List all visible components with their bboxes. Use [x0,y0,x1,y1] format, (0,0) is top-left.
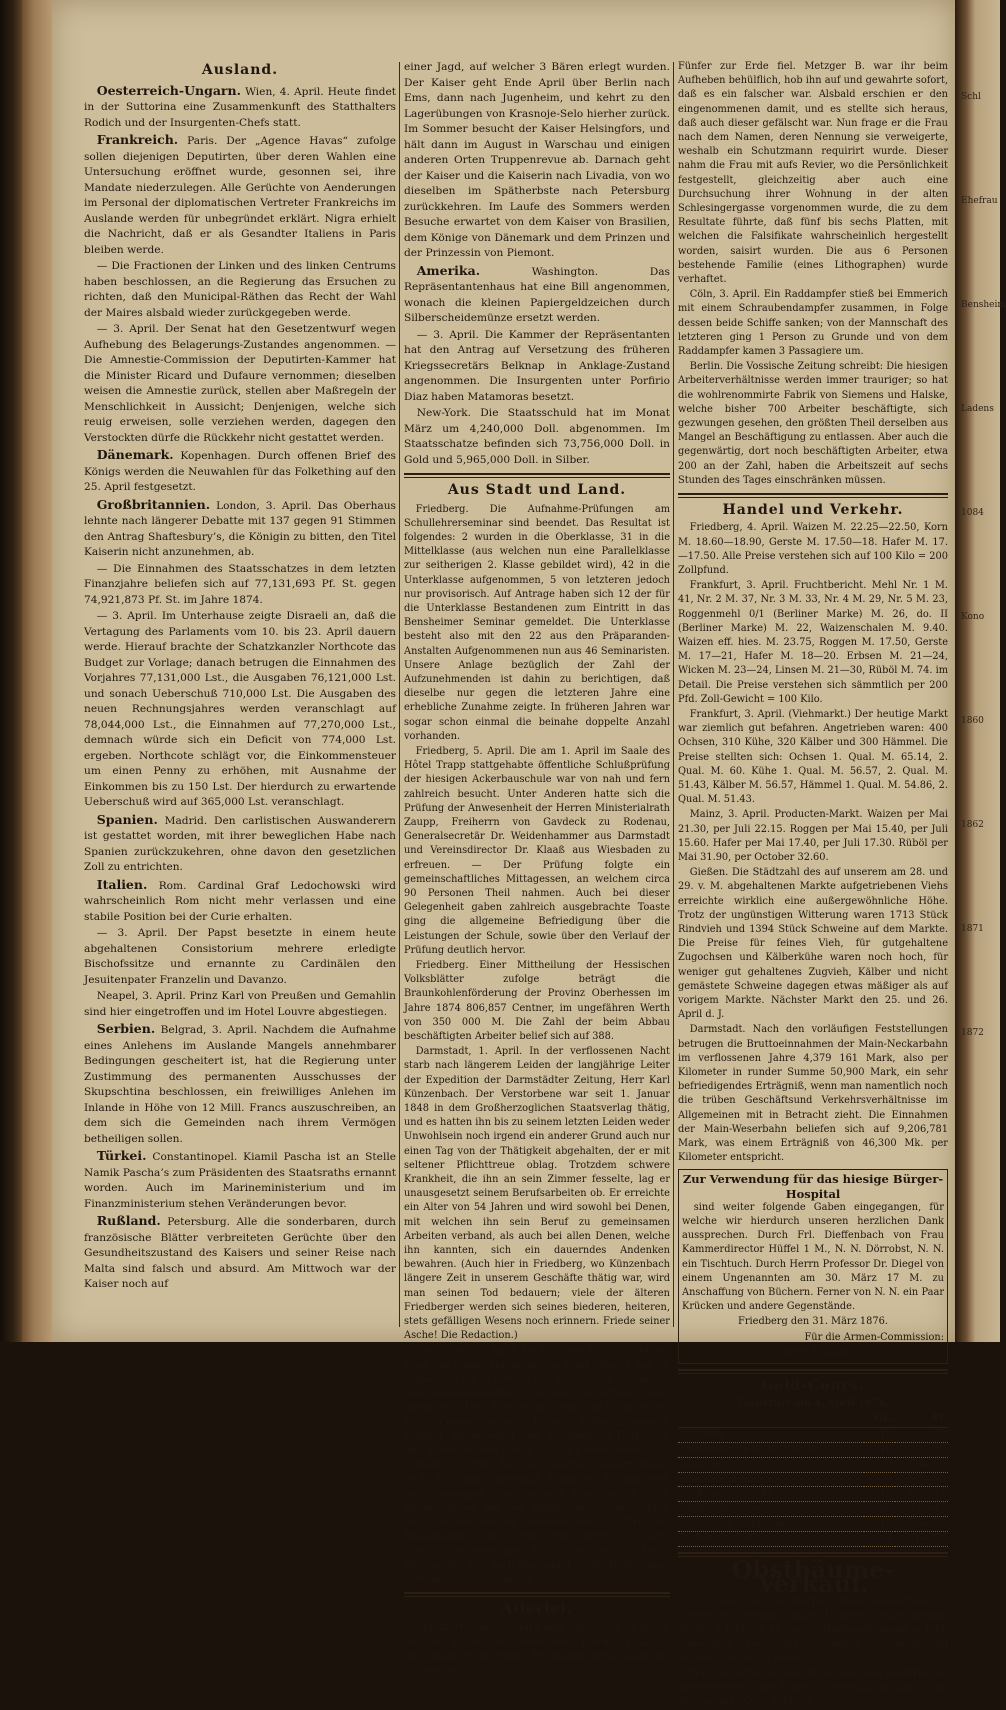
table-row [678,1517,948,1532]
coin-name: Russische Imperiales [678,1517,864,1532]
margin-fragment: 1862 [961,820,984,830]
news-item [84,322,396,446]
news-text: — Die Einnahmen des Staatsschatzes in dem letzten Finanzjahre beliefen sich auf 77,131,693 Pf. St. gegen 74,921,873 Pf. St. im Jahre 1874. [84,562,396,606]
table-row [678,1457,948,1472]
section-heading-handel: Handel und Verkehr. [722,502,904,519]
news-item [84,812,396,876]
article-continued: einer Jagd, auf welcher 3 Bären erlegt wurden. Der Kaiser geht Ende April über Berlin nach Ems, dann nach Jugenheim, und kehrt zu den Lagerübungen von Krasnoje-Selo hierher zurück. Im Sommer besucht der Kaiser Helsingfors, und hält dann im August in Warschau und einigen anderen Orten Truppenrevue ab. Darnach geht der Kaiser und die Kaiserin nach Livadia, von wo dieselben im Spätherbste nach Petersburg zurückkehren. Im Laufe des Sommers werden Besuche erwartet von dem Kaiser von Brasilien, dem Könige von Dänemark und dem Prinzen und der Prinzessin von Piemont. [404,61,670,259]
country-lead: Großbritannien. [96,496,211,512]
local-news-item: Friedberg. Die Aufnahme-Prüfungen am Schullehrerseminar sind beendet. Das Resultat ist folgendes: 2 wurden in die Oberklasse, 31 in die Mittelklasse (aus welchen nun eine Parallelklasse zur seitherigen 2. Klasse gebildet wird), 42 in die Unterklasse aufgenommen, 5 von letzteren jedoch nur provisorisch. Auf Antrage haben sich 12 der für die Unterklasse Bestandenen zum Eintritt in das Bensheimer Seminar gemeldet. Die Unterklasse besteht also mit den 22 aus den Präparanden-Anstalten Aufgenommenen nun aus 46 Seminaristen. Unsere Anlage bezüglich der Zahl der Aufzunehmenden ist dahin zu berichtigen, daß dieselbe nur gegen die letzteren Jahre eine erhebliche Zunahme zeigte. In früheren Jahren war sogar schon einmal die beinahe doppelte Anzahl vorhanden. [404,503,670,742]
hospital-signatures: Meyer. Foucar. [776,1346,850,1358]
article-koeln: Cöln, 3. April. Ein Raddampfer stieß bei Emmerich mit einem Schraubendampfer zusammen, in Folge dessen beide Schiffe sanken; von der Mannschaft des letzteren ging 1 Person zu Grunde und von dem Raddampfer kamen 3 Passagiere um. [678,289,948,358]
market-report: Darmstadt. Nach den vorläufigen Feststellungen betrugen die Bruttoeinnahmen der Main-Neckarbahn im verflossenen Jahre 4,379 161 Mark, also per Kilometer in runder Summe 50,900 Mark, ein sehr befriedigendes Erträgniß, wenn man namentlich noch die trüben Geschäftsund Verkehrsverhältnisse im Allgemeinen mit in Betracht zieht. Die Einnahmen der Main-Weserbahn beliefen sich auf 9,206,781 Mark, was einem Erträgniß von 46,300 Mk. per Kilometer entspricht. [678,1024,948,1164]
market-report: Mainz, 3. April. Producten-Markt. Waizen per Mai 21.30, per Juli 22.15. Roggen per Mai 15.40, per Juli 15.60. Hafer per Mai 17.40, per Juli 17.30. Rüböl per Mai 31.90, per October 32.60. [678,809,948,863]
coin-pf: 65 [895,1443,948,1458]
margin-fragment: Bensheim [961,300,1006,310]
hospital-notice [678,1169,948,1364]
country-lead: Dänemark. [96,447,174,462]
article-newyork: New-York. Die Staatsschuld hat im Monat März um 4,240,000 Doll. abgenommen. Im Staatsschatze befinden sich 73,756,000 Doll. in Gold und 5,965,000 Doll. in Silber. [404,407,670,466]
margin-fragment: Ehefrau [961,196,998,206]
news-item [84,83,396,132]
coin-name: Englische Sovereigns [678,1502,864,1517]
coin-pf: 23—27 [895,1487,948,1502]
next-page-edge [955,0,1006,1342]
section-heading-allerlei: Allerlei. [501,1600,573,1617]
news-text: Paris. Der „Agence Havas“ zufolge sollen diejenigen Deputirten, über deren Wahlen eine Untersuchung eröffnet wurde, gesonnen sei, ihre Mandate niederzulegen. Alle Gerüchte von Aenderungen im Personal der diplomatischen Vertreter Frankreichs im Auslande werden für unbegründet erklärt. Nigra erhielt die Nachricht, daß er als Gesandter Italiens in Paris bleiben werde. [84,135,396,256]
margin-fragment: 1872 [961,1028,984,1038]
table-header-mk: Mk. [864,1411,894,1427]
exchange-rate-table [678,1411,948,1546]
table-header-pf: Pf. [895,1411,948,1427]
country-lead: Serbien. [96,1021,156,1036]
section-divider [404,473,670,478]
market-report: Frankfurt, 3. April. (Viehmarkt.) Der heutige Markt war ziemlich gut befahren. Angetrieben waren: 400 Ochsen, 310 Kühe, 320 Kälber und 300 Hämmel. Die Preise stellten sich: Ochsen 1. Qual. M. 65.14, 2. Qual. M. 60. Kühe 1. Qual. M. 56.57, 2. Qual. M. 51.43, Kälber M. 56.57, Hämmel 1. Qual. M. 54.86, 2. Qual. M. 51.43. [678,708,948,806]
news-text: Rom. Cardinal Graf Ledochowski wird wahrscheinlich Rom nicht mehr verlassen und eine stabile Position bei der Curie erhalten. [84,879,396,923]
book-binding [0,0,22,1342]
article-amerika [404,263,670,327]
table-row [678,1472,948,1487]
market-report: Gießen. Die Städtzahl des auf unserem am 28. und 29. v. M. abgehaltenen Markte aufgetriebenen Viehs erreichte wirklich eine außergewöhnliche Höhe. Trotz der ungünstigen Witterung waren 1713 Stück Rindvieh und 1394 Stück Schweine auf dem Markte. Die Preise für feines Vieh, für gutgehaltene Zugochsen und Kälberkühe waren noch hoch, für weniger gut gehaltenes Zugvieh, Kälber und nicht gemästete Schweine dagegen etwas mäßiger als auf vorigem Markte. Nächster Markt den 25. und 26. April d. J. [678,867,948,1021]
coin-name: Pistolen [678,1428,864,1443]
coin-mk: 16 [864,1487,894,1502]
section-heading-stadt-land: Aus Stadt und Land. [447,482,627,498]
local-news-item: Friedberg, 5. April. Die am 1. April im Saale des Hôtel Trapp stattgehabte öffentliche Schlußprüfung der hiesigen Ackerbauschule war von nah und fern zahlreich besucht. Unter Anderen hatte sich die Prüfung der Anwesenheit der Herren Ministerialrath Zaupp, Freiherrn von Gavdeck zu Rodenau, Generalsecretär Dr. Weidenhammer aus Darmstadt und Vereinsdirector Dr. Klaaß aus Wiesbaden zu erfreuen. — Der Prüfung folgte ein gemeinschaftliches Mittagessen, an welchem circa 90 Personen Theil nahmen. Auch bei dieser Gelegenheit gaben zahlreich ausgebrachte Toaste ging die allgemeine Befriedigung über die Leistungen der Schule, sowie über den Verlauf der Prüfung deutlich hervor. [404,745,670,956]
coin-mk: 9 [864,1472,894,1487]
market-report: Frankfurt, 3. April. Fruchtbericht. Mehl Nr. 1 M. 41, Nr. 2 M. 37, Nr. 3 M. 33, Nr. 4 M. 29, Nr. 5 M. 23, Roggenmehl 0/1 (Berliner Marke) M. 26, do. II (Berliner Marke) M. 22, Waizenschalen M. 9.40. Waizen eff. hies. M. 23.75, Roggen M. 17.50, Gerste M. 17—21, Hafer M. 18—20. Erbsen M. 21—24, Wicken M. 23—24, Linsen M. 21—30, Rüböl M. 74. im Detail. Die Preise verstehen sich sämmtlich per 200 Pfd. Zoll-Gewicht = 100 Kilo. [678,580,948,705]
coin-mk: 9 [864,1457,894,1472]
news-text: Madrid. Den carlistischen Auswanderern ist gestattet worden, mit ihrer beweglichen Habe nach Spanien zurückzukehren, ohne davon den gesetzlichen Zoll zu entrichten. [84,814,397,873]
column-rule [399,62,400,1327]
next-page-fragments [955,0,1006,1040]
local-news-item: Darmstadt, 2. April. Gestern wurde ein 7jähriges Kind von einem Manne in den Wald gelockt und an demselben ein schreckliches Verbrechen begangen. Das beklagenswerthe Opfer liegt nun schwer krank darnieder. Der Verbrecher war nach Arbeitern flüchtig geworden, heißt Heinrich Wilhelm, genannt Schmitt, ist gebürtig und wohnhaft zu Darmstadt und wurde gestern Abend glücklich eingebracht. [404,1345,670,1456]
coin-name: Ducaten al marco [678,1472,864,1487]
news-text: London, 3. April. Das Oberhaus lehnte nach längerer Debatte mit 137 gegen 91 Stimmen den Antrag Shaftesbury’s, die Königin zu bitten, den Titel Kaiserin nicht anzunehmen, ab. [84,499,396,558]
foreign-news-list [84,83,396,1293]
news-item [84,1021,396,1147]
country-lead: Spanien. [96,811,158,827]
news-item [84,132,396,258]
hospital-date: Friedberg den 31. März 1876. [738,1316,888,1328]
section-divider [678,493,948,498]
hospital-heading: Zur Verwendung für das hiesige Bürger-Hospital [682,1172,944,1201]
table-header-blank [678,1411,864,1427]
news-item [84,497,396,561]
country-lead: Italien. [96,876,148,892]
news-text: — 3. April. Der Papst besetzte in einem heute abgehaltenen Consistorium mehrere erledigte Bischofssitze und ernannte zu Cardinälen den Jesuitenpater Franzelin und Davanzo. [84,927,396,986]
table-header-row [678,1411,948,1427]
margin-fragment: Kono [961,612,985,622]
article-amerika-2: — 3. April. Die Kammer der Repräsentanten hat den Antrag auf Versetzung des früheren Kriegssecretärs Belknap in Anklage-Zustand angenommen. Die Insurgenten unter Porfirio Diaz haben Matamoras besetzt. [404,328,670,403]
news-text: Neapel, 3. April. Prinz Karl von Preußen und Gemahlin sind hier eingetroffen und im Hotel Louvre abgestiegen. [84,990,396,1018]
country-lead: Frankreich. [96,132,179,147]
coin-pf: 16—19 [895,1531,948,1546]
news-text: Wien, 4. April. Heute findet in der Suttorina eine Zusammenkunft des Statthalters Rodich und der Insurgenten-Chefs statt. [84,85,396,129]
coin-name: Holländische fl. 10-Stücke [678,1443,864,1458]
news-text: — Die Fractionen der Linken und des linken Centrums haben beschlossen, an die Regierung das Ersuchen zu richten, daß den Municipal-Räthen das Recht der Wahl der Maires alsbald wieder zurückgegeben werde. [84,260,396,319]
article-berlin: Berlin. Die Vossische Zeitung schreibt: Die hiesigen Arbeiterverhältnisse werden immer trauriger; so hat die wohlrenommirte Fabrik von Siemens und Halske, welche bisher 700 Arbeiter beschäftigte, sich gezwungen gesehen, den größten Theil derselben aus Mangel an Beschäftigung zu entlassen. Aber auch die gegenwärtig, dort noch beschäftigten Arbeiter, etwa 200 an der Zahl, haben die Arbeitszeit auf sechs Stunden des Tages einschränken müssen. [678,361,948,486]
section-divider [404,1592,670,1597]
margin-fragment: 1860 [961,716,984,726]
news-item [84,609,396,811]
section-heading-geld-cours: Geld-Cours. [761,1378,865,1395]
local-news-item: Darmstadt, 1. April. In der verflossenen Nacht starb nach längerem Leiden der langjährige Leiter der Expedition der Darmstädter Zeitung, Herr Karl Künzenbach. Der Verstorbene war seit 1. Januar 1848 in dem Großherzoglichen Staatsverlag thätig, und es hatten ihn bis zu seinem letzten Leiden weder Unwohlsein noch irgend ein anderer Grund auch nur einen Tag von der Thätigkeit abgehalten, der er mit seltener Pflichttreue oblag. Trotzdem schwere Krankheit, die ihn an sein Zimmer fesselte, lag er unausgesetzt seinem Berufsarbeiten ob. Er erreichte ein Alter von 54 Jahren und wird sowohl bei Denen, mit welchen ihn sein Beruf zu gemeinsamen Arbeiten verband, als auch bei allen Denen, welche ihn kannten, sich ein dauerndes Andenken bewahren. (Auch hier in Friedberg, wo Künzenbach längere Zeit in unserem Geschäfte thätig war, wird man seinen Tod bedauern; viele der älteren Friedberger werden sich seines biederen, heiteren, stets gefälligen Wesens noch erinnern. Friede seiner Asche! Die Redaction.) [404,1046,670,1342]
table-row [678,1487,948,1502]
coin-mk: 16 [864,1428,894,1443]
hospital-signature-line: Für die Armen-Commission: [804,1331,944,1343]
news-text: Belgrad, 3. April. Nachdem die Aufnahme eines Anlehens im Auslande Mangels annehmbarer Bedingungen gescheitert ist, hat die Regierung unter Zustimmung des permanenten Ausschusses der Skupschtina beschlossen, ein freiwilliges Anlehen im Inlande in Höhe von 12 Mill. Francs auszuschreiben, an dem sich die Gemeinden nach ihrem Vermögen betheiligen sollen. [84,1024,396,1145]
page-stack-edge [22,0,52,1342]
ad-text: 1037 Aus der von Harnier’schen Baumschule zu Häuserhof werden einige Hundert hochstämmige Aepfel à 1 M. 20 Pf., sowie Halbhochstämme à 1 M. abgegeben. Auch sind Pyramiden in Aepfel und Birnen daselbst zu haben. [678,1596,948,1664]
news-text: — 3. April. Im Unterhause zeigte Disraeli an, daß die Vertagung des Parlaments vom 10. bis 23. April dauern werde. Hierauf brachte der Schatzkanzler Northcote das Budget zur Vorlage; danach betrugen die Einnahmen des Vorjahres 77,131,000 Lst., die Ausgaben 76,121,000 Lst. und sonach Ueberschuß 710,000 Lst. Die Ausgaben des neuen Rechnungsjahres werden veranschlagt auf 78,044,000 Lst., die Einnahmen auf 77,270,000 Lst., demnach würde sich ein Deficit von 774,000 Lst. ergeben. Northcote schlägt vor, die Einkommensteuer um einen Penny zu erhöhen, mit Ausnahme der Einkommen bis zu 150 Lst. Der hierdurch zu erwartende Ueberschuß wird auf 365,000 Lst. veranschlagt. [84,610,396,808]
country-lead: Türkei. [96,1148,147,1163]
news-item [84,259,396,321]
column-middle [404,60,670,1677]
table-row [678,1502,948,1517]
ad-heading-obstbaeume: Obstbäume-Verkauf. [731,1554,895,1598]
coin-name: 20-Francs-Stücke [678,1487,864,1502]
coin-mk: 4 [864,1531,894,1546]
news-item [84,562,396,609]
coin-pf: 50—55 [895,1457,948,1472]
news-item [84,926,396,988]
margin-fragment: 1084 [961,508,984,518]
news-item [84,877,396,926]
lead-amerika: Amerika. [416,262,481,278]
coin-pf: 57—62 [895,1472,948,1487]
article-text: Washington. Das Repräsentantenhaus hat eine Bill angenommen, wonach die kleinen Papiergeldzeichen durch Silberscheidemünze ersetzt werden. [404,265,670,324]
table-row [678,1531,948,1546]
coin-pf: 35 [895,1428,948,1443]
cours-subheading: Frankfurt am 4. April 1876. [737,1398,889,1410]
local-news-item: Mainz, 3. April. Bei dem Gewitter gestern Abend ist in Heilsheim unterhalb Mainz ein Wolkenbruch niedergegangen, der mehrere Wohnhäuser stark mitgenommen und den Bahnkörper so beschädigt hat, daß der Betrieb unterbrochen ist. Zwischen Bischofsheim und Groß-Gerau fielen bei dem Gewitter so massenhaft Kiesel, daß noch als heute Morgen der Zug nach Darmstadt vorüberfuhr, ganze Strecken weiß erschienen. [404,1460,670,1585]
article-continued: Fünfer zur Erde fiel. Metzger B. war ihr beim Aufheben behülflich, hob ihn auf und gewahrte sofort, daß es ein falscher war. Alsbald erschien er den eingenommenen damit, und es stellte sich heraus, daß auch dieser gefälscht war. Nun frage er die Frau nach dem Namen, deren Nennung sie verweigerte, weshalb ein Schutzmann requirirt wurde. Dieser nahm die Frau mit aufs Revier, wo die Persönlichkeit festgestellt, gleichzeitig aber auch eine Durchsuchung ihrer Wohnung in der alten Schlesingergasse vorgenommen wurde, die zu dem Resultate führte, daß fünf bis sechs Platten, mit welchen die Falsifikate wahrscheinlich hergestellt worden, saisirt wurden. Die aus 6 Personen bestehende Familie (eines Lithographen) wurde verhaftet. [678,61,948,286]
ad-text-2: Was die Sorten anbelangt, so wird den verehrlichen Interessenten eine hübsche Auswahl in Tafel- und Wirthschafts-Obst geboten. [678,1668,948,1708]
column-rule [673,62,674,1327]
coin-name: Dollars in Gold [678,1531,864,1546]
table-row [678,1443,948,1458]
column-left [84,60,396,1332]
local-news-list [404,503,670,1587]
country-lead: Rußland. [96,1213,161,1228]
coin-mk: 16 [864,1443,894,1458]
coin-pf: 70—75 [895,1517,948,1532]
news-text: Kopenhagen. Durch offenen Brief des Königs werden die Neuwahlen für das Folkething auf den 25. April festgesetzt. [84,450,396,493]
news-item [84,1213,396,1293]
margin-fragment: Ladens [961,404,994,414]
news-item [84,989,396,1020]
column-right [678,60,948,1708]
hospital-text: sind weiter folgende Gaben eingegangen, für welche wir hierdurch unseren herzlichen Dank aussprechen. Durch Frl. Dieffenbach von Frau Kammerdirector Hüffel 1 M., N. N. Dörrobst, N. N. ein Tischtuch. Durch Herrn Professor Dr. Diegel von einem Ungenannten am 30. März 17 M. zu Anschaffung von Büchern. Ferner von N. N. ein Paar Krücken und andere Gegenstände. [682,1201,944,1313]
table-row [678,1428,948,1443]
news-text: Constantinopel. Kiamil Pascha ist an Stelle Namik Pascha’s zum Präsidenten des Staatsraths ernannt worden. Auch im Marineministerium und im Finanzministerium stehen Veränderungen bevor. [84,1151,396,1210]
news-item [84,1148,396,1212]
coin-pf: 42—47 [895,1502,948,1517]
section-heading-ausland: Ausland. [201,62,279,78]
coin-mk: 20 [864,1502,894,1517]
article-allerlei: Frankfurt. Am 28. März kam eine Frau zu einem Metzger in der Weißadlergasse, machte Einkäufe und bezahlte mit einem Fünfmarkschein, wobei ihr ein weiterer [404,1622,670,1677]
local-news-item: Friedberg. Einer Mittheilung der Hessischen Volksblätter zufolge beträgt die Braunkohlenförderung der Provinz Oberhessen im Jahre 1874 806,857 Centner, im ungefähren Werth von 350 000 M. Die Zahl der beim Abbau beschäftigten Arbeiter belief sich auf 388. [404,960,670,1043]
section-divider [678,1369,948,1374]
margin-fragment: 1871 [961,924,984,934]
coin-name: Ducaten [678,1457,864,1472]
exchange-rate-rows [678,1428,948,1546]
market-report: Friedberg, 4. April. Waizen M. 22.25—22.50, Korn M. 18.60—18.90, Gerste M. 17.50—18. Hafer M. 17.—17.50. Alle Preise verstehen sich auf 100 Kilo = 200 Zollpfund. [678,522,948,576]
margin-fragment: Schl [961,92,981,102]
news-item [84,447,396,496]
country-lead: Oesterreich-Ungarn. [96,82,241,98]
market-reports [678,521,948,1165]
news-text: Petersburg. Alle die sonderbaren, durch französische Blätter verbreiteten Gerüchte über den Gesundheitszustand des Kaisers und seiner Reise nach Malta sind falsch und absurd. Am Mittwoch war der Kaiser noch auf [84,1216,396,1290]
coin-mk: 16 [864,1517,894,1532]
news-text: — 3. April. Der Senat hat den Gesetzentwurf wegen Aufhebung des Belagerungs-Zustandes angenommen. — Die Amnestie-Commission der Deputirten-Kammer hat die Minister Ricard und Dufaure vernommen; dieselben weisen die Amnestie zurück, stellen aber Maßregeln der Menschlichkeit in Aussicht; Denjenigen, welche sich reuig erweisen, solle verziehen werden, dagegen den Verstockten dürfe die Rückkehr nicht gestattet werden. [84,323,396,444]
